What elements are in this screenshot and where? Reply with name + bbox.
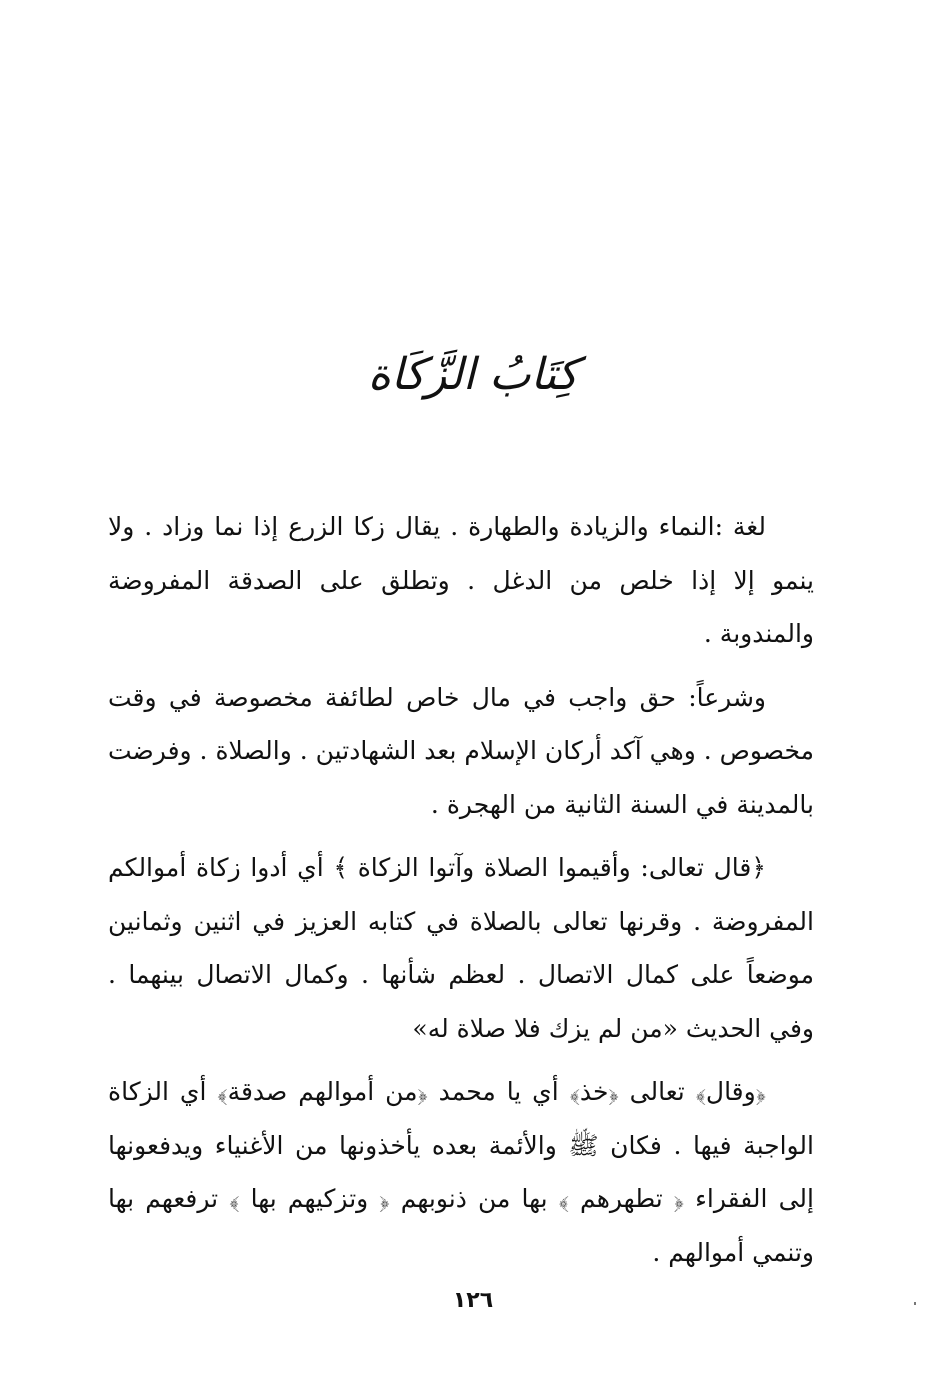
paragraph-linguistic-definition: لغة :النماء والزيادة والطهارة . يقال زكا الزرع إذا نما وزاد . ولا ينمو إلا إذا خلص من الدغل . وتطلق على الصدقة المفروضة والمندوبة . (108, 512, 814, 648)
chapter-title: كِتَابُ الزَّكَاة (367, 349, 579, 400)
paragraph-quran-evidence: ﴿قال تعالى: وأقيموا الصلاة وآتوا الزكاة ﴾ أي أدوا زكاة أموالكم المفروضة . وقرنها تعالى بالصلاة في كتابه العزيز في اثنين وثمانين موضعاً على كمال الاتصال . لعظم شأنها . وكمال الاتصال بينهما . وفي الحديث «من لم يزك فلا صلاة له» (108, 853, 814, 1043)
paragraph-legal-definition: وشرعاً: حق واجب في مال خاص لطائفة مخصوصة في وقت مخصوص . وهي آكد أركان الإسلام بعد الشهادتين . والصلاة . وفرضت بالمدينة في السنة الثانية من الهجرة . (108, 682, 814, 819)
body-text (108, 500, 814, 1289)
paragraph-take-charity-verse: ﴿وقال﴾ تعالى ﴿خذ﴾ أي يا محمد ﴿من أموالهم صدقة﴾ أي الزكاة الواجبة فيها . فكان ﷺ والأئمة بعده يأخذونها من الأغنياء ويدفعونها إلى الفقراء ﴿ تطهرهم ﴾ بها من ذنوبهم ﴿ وتزكيهم بها ﴾ ترفعهم بها وتنمي أموالهم . (108, 1077, 814, 1267)
scan-speck (914, 1302, 916, 1305)
page-number: ١٢٦ (452, 1288, 494, 1313)
